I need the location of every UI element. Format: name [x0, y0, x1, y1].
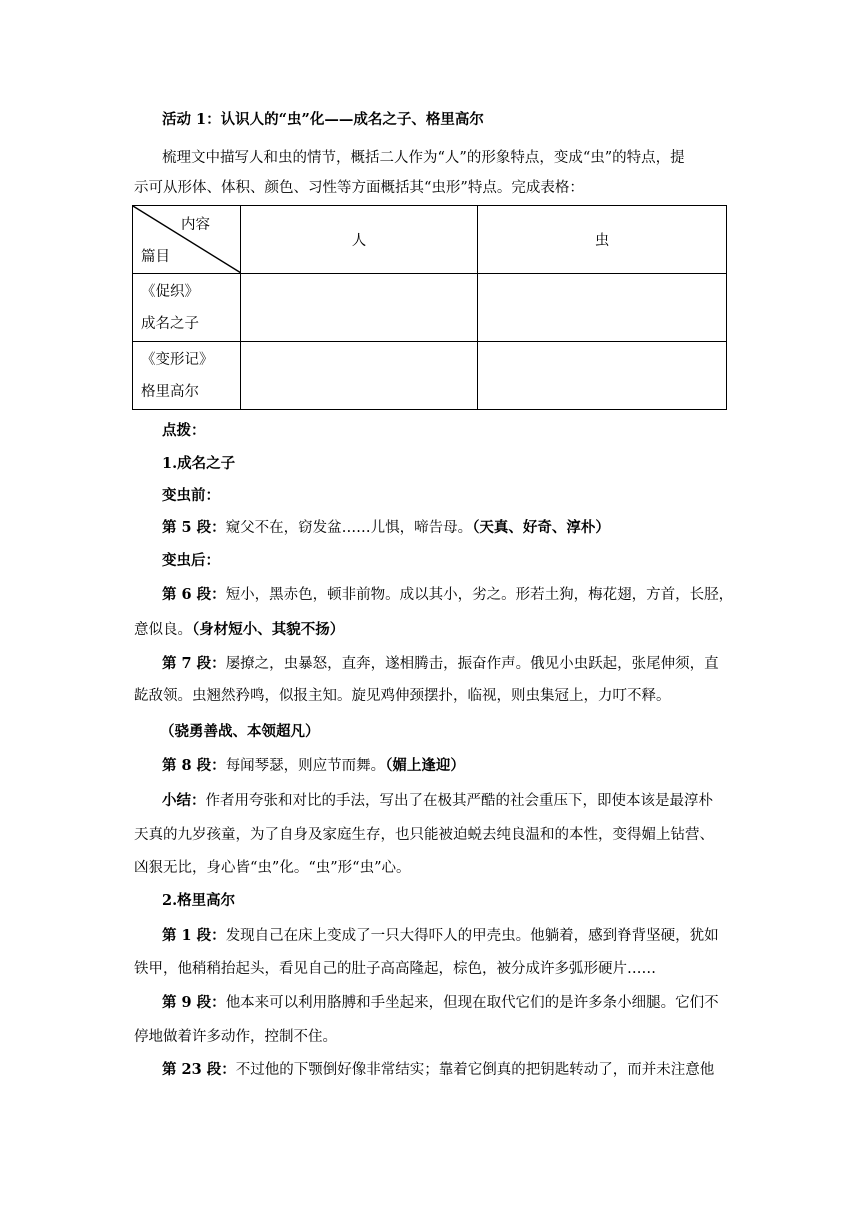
section-heading-2: 2.格里高尔 [162, 892, 236, 909]
quote-text: 意似良。 [134, 622, 192, 638]
summary-line-2: 天真的九岁孩童，为了自身及家庭生存，也只能被迫蜕去纯良温和的本性，变得媚上钻营、 [134, 827, 714, 843]
gregor-paragraph-1-line-2: 铁甲，他稍稍抬起头，看见自己的肚子高高隆起，棕色，被分成许多弧形硬片…… [134, 961, 656, 977]
hint-label: 点拨： [162, 422, 206, 439]
summary-line-3: 凶狠无比，身心皆“虫”化。“虫”形“虫”心。 [134, 860, 411, 876]
person-cell [241, 342, 478, 410]
work-title: 《促织》 [141, 283, 199, 300]
paragraph-label: 第 23 段： [162, 1061, 236, 1078]
paragraph-label: 第 9 段： [162, 994, 226, 1011]
activity-title: 活动 1：认识人的“虫”化——成名之子、格里高尔 [162, 111, 484, 128]
summary-text: 作者用夸张和对比的手法，写出了在极其严酷的社会重压下，即使本该是最淳朴 [205, 793, 713, 809]
quote-text: 每闻琴瑟，则应节而舞。 [225, 758, 386, 774]
paragraph-5 [162, 518, 758, 538]
paragraph-label: 第 5 段： [162, 519, 226, 536]
annotation: （身材短小、其貌不扬） [192, 621, 345, 638]
paragraph-7-line-2: 龁敌领。虫翘然矜鸣，似报主知。旋见鸡伸颈摆扑，临视，则虫集冠上，力叮不释。 [134, 688, 671, 704]
paragraph-label: 第 6 段： [162, 586, 226, 603]
quote-text: 他本来可以利用胳膊和手坐起来，但现在取代它们的是许多条小细腿。它们不 [225, 995, 719, 1011]
person-cell [241, 274, 478, 342]
row-head [133, 274, 241, 342]
insect-cell [478, 274, 727, 342]
paragraph-8 [162, 756, 758, 776]
paragraph-label: 第 8 段： [162, 757, 226, 774]
table-header-row [133, 206, 727, 274]
intro-line-1: 梳理文中描写人和虫的情节，概括二人作为“人”的形象特点，变成“虫”的特点，提 [162, 150, 685, 166]
insect-cell [478, 342, 727, 410]
character-name: 格里高尔 [141, 383, 199, 400]
quote-text: 不过他的下颚倒好像非常结实；靠着它倒真的把钥匙转动了，而并未注意他 [235, 1062, 715, 1078]
paragraph-6-line-2 [134, 620, 730, 640]
quote-text: 短小，黑赤色，顿非前物。成以其小，劣之。形若土狗，梅花翅，方首，长胫， [225, 587, 734, 603]
summary-line-1 [162, 791, 758, 811]
gregor-paragraph-23 [162, 1060, 758, 1080]
quote-text: 屡撩之，虫暴怒，直奔，遂相腾击，振奋作声。俄见小虫跃起，张尾伸须，直 [225, 656, 719, 672]
paragraph-7-annotation: （骁勇善战、本领超凡） [160, 723, 320, 740]
quote-text: 发现自己在床上变成了一只大得吓人的甲壳虫。他躺着，感到脊背坚硬，犹如 [225, 928, 719, 944]
gregor-paragraph-9-line-1 [162, 993, 758, 1013]
corner-cell [133, 206, 241, 274]
table-row [133, 342, 727, 410]
gregor-paragraph-9-line-2: 停地做着许多动作，控制不住。 [134, 1029, 337, 1045]
section-heading-1: 1.成名之子 [162, 455, 236, 472]
paragraph-label: 第 1 段： [162, 927, 226, 944]
paragraph-7-line-1 [162, 654, 758, 674]
table-row [133, 274, 727, 342]
intro-line-2: 示可从形体、体积、颜色、习性等方面概括其“虫形”特点。完成表格： [134, 180, 584, 196]
corner-top-label: 内容 [181, 217, 210, 233]
corner-bottom-label: 篇目 [141, 249, 170, 265]
row-head [133, 342, 241, 410]
gregor-paragraph-1-line-1 [162, 926, 758, 946]
col-header-insect: 虫 [478, 206, 727, 274]
character-name: 成名之子 [141, 315, 199, 332]
summary-table [132, 205, 727, 410]
before-heading: 变虫前： [162, 487, 220, 504]
col-header-person: 人 [241, 206, 478, 274]
annotation: （媚上逢迎） [385, 757, 465, 774]
after-heading: 变虫后： [162, 552, 220, 569]
summary-label: 小结： [162, 792, 206, 809]
quote-text: 窥父不在，窃发盆……儿惧，啼告母。 [225, 520, 473, 536]
paragraph-6-line-1 [162, 585, 758, 605]
work-title: 《变形记》 [141, 351, 214, 368]
annotation: （天真、好奇、淳朴） [472, 519, 610, 536]
paragraph-label: 第 7 段： [162, 655, 226, 672]
